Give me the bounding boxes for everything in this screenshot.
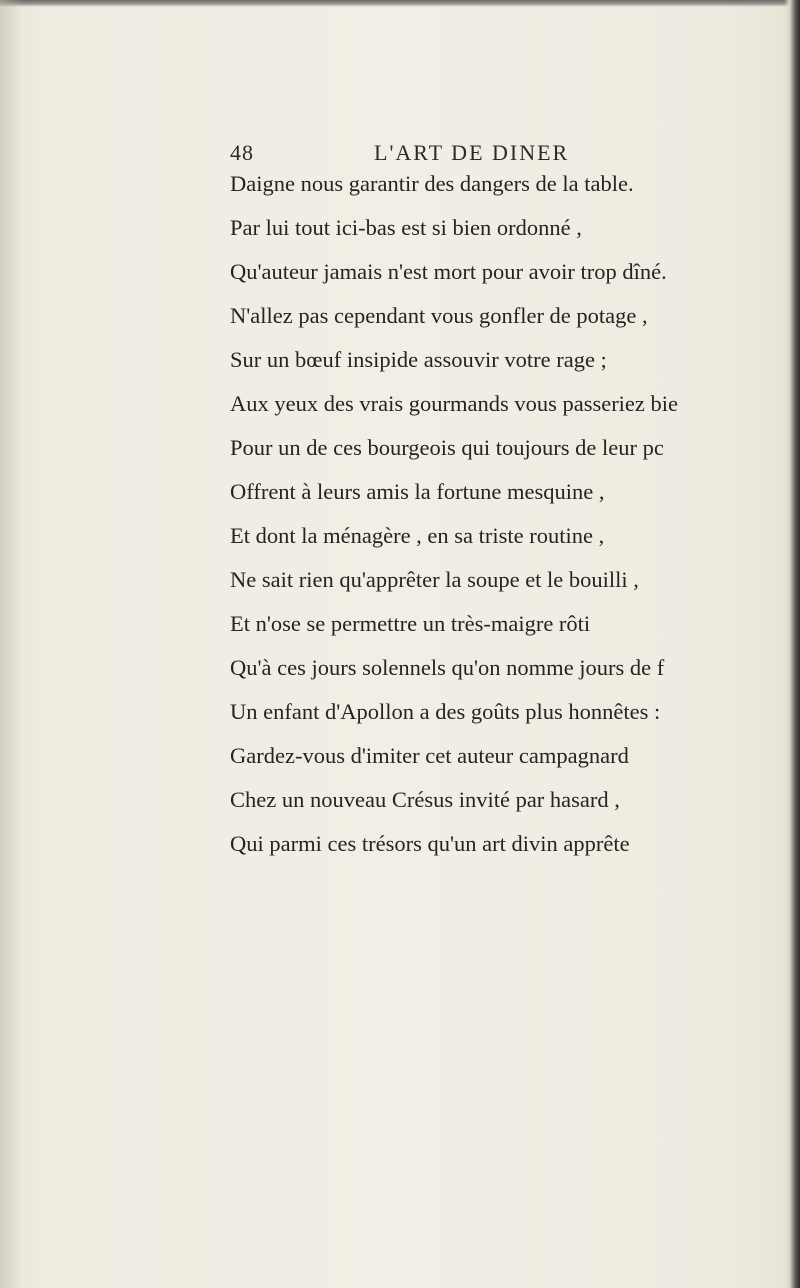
verse-line: Aux yeux des vrais gourmands vous passeriez bie [230,391,679,416]
verse-line: Gardez-vous d'imiter cet auteur campagnard [230,743,629,768]
verse-line: Et dont la ménagère , en sa triste routine , [230,523,605,548]
verse-line: Pour un de ces bourgeois qui toujours de leur pc [230,435,664,460]
verse-line: Et n'ose se permettre un très-maigre rôti [230,611,591,636]
running-title: L'ART DE DINER [374,140,570,165]
verse-line: Par lui tout ici-bas est si bien ordonné , [230,215,582,240]
page-number: 48 [230,140,254,165]
verse-line: Daigne nous garantir des dangers de la table. [230,171,634,196]
page-left-shadow [0,0,22,1288]
verse-line: N'allez pas cependant vous gonfler de potage , [230,303,648,328]
page-top-edge [0,0,800,7]
verse-block [230,162,790,866]
verse-line: Qu'à ces jours solennels qu'on nomme jours de f [230,655,665,680]
verse-line: Qu'auteur jamais n'est mort pour avoir trop dîné. [230,259,667,284]
verse-line: Un enfant d'Apollon a des goûts plus honnêtes : [230,699,661,724]
verse-line: Ne sait rien qu'apprêter la soupe et le bouilli , [230,567,639,592]
verse-line: Sur un bœuf insipide assouvir votre rage ; [230,347,607,372]
book-spine [784,0,800,1288]
verse-line: Offrent à leurs amis la fortune mesquine , [230,479,605,504]
verse-line: Qui parmi ces trésors qu'un art divin apprête [230,831,630,856]
verse-line: Chez un nouveau Crésus invité par hasard , [230,787,620,812]
